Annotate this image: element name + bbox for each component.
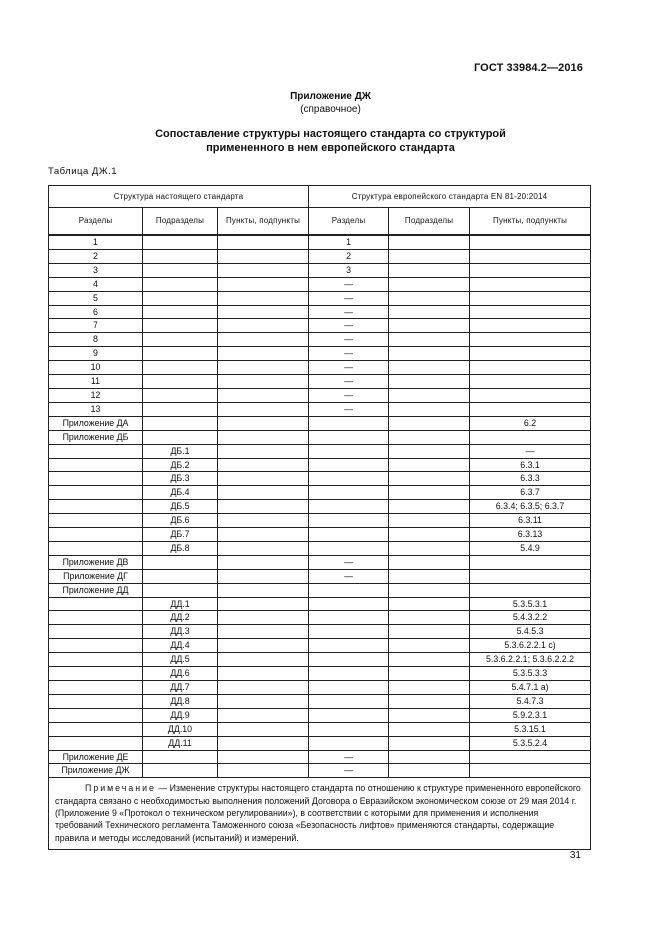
table-row <box>49 277 591 291</box>
table-row <box>49 402 591 416</box>
table-row <box>49 235 591 249</box>
table-cell <box>389 263 470 277</box>
table-cell <box>389 722 470 736</box>
table-row <box>49 555 591 569</box>
table-cell: 6.3.13 <box>470 528 591 542</box>
table-cell <box>389 750 470 764</box>
table-cell: ДД.11 <box>143 736 218 750</box>
table-cell: 7 <box>49 319 143 333</box>
table-row <box>49 430 591 444</box>
table-cell <box>143 430 218 444</box>
table-cell <box>389 597 470 611</box>
table-cell: ДБ.7 <box>143 528 218 542</box>
table-row <box>49 528 591 542</box>
table-cell <box>309 611 389 625</box>
table-cell <box>389 291 470 305</box>
table-cell <box>218 430 309 444</box>
table-cell <box>218 347 309 361</box>
table-cell <box>218 694 309 708</box>
table-cell: ДД.8 <box>143 694 218 708</box>
page-number: 31 <box>569 850 581 861</box>
table-cell <box>143 388 218 402</box>
table-cell: 5.3.5.3.3 <box>470 667 591 681</box>
table-cell <box>389 458 470 472</box>
table-cell <box>309 583 389 597</box>
table-cell: ДБ.2 <box>143 458 218 472</box>
table-cell: 3 <box>309 263 389 277</box>
table-cell: Приложение ДГ <box>49 569 143 583</box>
table-cell <box>309 625 389 639</box>
table-row <box>49 319 591 333</box>
table-cell <box>143 375 218 389</box>
table-row <box>49 736 591 750</box>
table-cell <box>49 639 143 653</box>
table-row <box>49 472 591 486</box>
table-cell <box>218 249 309 263</box>
table-row <box>49 263 591 277</box>
table-row <box>49 639 591 653</box>
table-cell <box>143 750 218 764</box>
column-header: Подразделы <box>143 208 218 236</box>
table-cell <box>470 430 591 444</box>
table-cell: 5.4.7.1 a) <box>470 681 591 695</box>
table-cell <box>218 708 309 722</box>
table-cell <box>218 277 309 291</box>
table-cell <box>218 235 309 249</box>
table-cell: — <box>309 291 389 305</box>
table-cell: — <box>309 277 389 291</box>
table-cell <box>389 764 470 778</box>
table-cell <box>218 319 309 333</box>
note-label: Примечание <box>85 783 156 794</box>
table-row <box>49 681 591 695</box>
table-cell <box>218 667 309 681</box>
table-cell: — <box>309 333 389 347</box>
table-cell: Приложение ДД <box>49 583 143 597</box>
table-cell <box>309 736 389 750</box>
table-row <box>49 486 591 500</box>
table-cell <box>218 402 309 416</box>
table-cell: 5.3.5.3.1 <box>470 597 591 611</box>
table-cell <box>218 416 309 430</box>
table-cell <box>218 444 309 458</box>
table-cell: 6.3.11 <box>470 514 591 528</box>
table-row <box>49 361 591 375</box>
table-cell <box>218 472 309 486</box>
table-cell <box>143 555 218 569</box>
table-cell <box>218 514 309 528</box>
table-cell <box>143 347 218 361</box>
table-cell: Приложение ДБ <box>49 430 143 444</box>
column-header-row <box>49 208 591 236</box>
table-cell <box>49 653 143 667</box>
table-cell: 5.3.15.1 <box>470 722 591 736</box>
appendix-heading <box>0 127 661 155</box>
appendix-title: Приложение ДЖ <box>290 91 371 102</box>
table-cell <box>389 555 470 569</box>
table-cell <box>470 388 591 402</box>
table-cell <box>218 736 309 750</box>
table-cell <box>218 375 309 389</box>
table-cell <box>389 319 470 333</box>
table-row <box>49 667 591 681</box>
table-cell: 6.3.1 <box>470 458 591 472</box>
table-cell <box>143 291 218 305</box>
table-cell <box>218 555 309 569</box>
table-cell <box>143 764 218 778</box>
table-cell <box>389 472 470 486</box>
table-cell: — <box>309 361 389 375</box>
table-cell <box>49 444 143 458</box>
table-cell <box>218 681 309 695</box>
table-cell <box>309 653 389 667</box>
table-cell <box>389 736 470 750</box>
table-cell: ДБ.3 <box>143 472 218 486</box>
table-row <box>49 722 591 736</box>
table-cell: — <box>309 305 389 319</box>
column-header: Разделы <box>309 208 389 236</box>
table-cell <box>470 361 591 375</box>
table-cell: — <box>309 388 389 402</box>
table-cell <box>389 694 470 708</box>
table-cell <box>143 319 218 333</box>
table-row <box>49 416 591 430</box>
table-cell <box>470 319 591 333</box>
comparison-table <box>48 185 591 850</box>
table-cell <box>49 611 143 625</box>
table-cell <box>218 764 309 778</box>
table-cell: 9 <box>49 347 143 361</box>
table-row <box>49 375 591 389</box>
table-cell <box>389 486 470 500</box>
table-cell <box>389 611 470 625</box>
table-cell: 2 <box>49 249 143 263</box>
table-cell <box>389 541 470 555</box>
table-cell: ДБ.5 <box>143 500 218 514</box>
table-cell: 5.3.5.2.4 <box>470 736 591 750</box>
table-cell <box>218 597 309 611</box>
table-row <box>49 611 591 625</box>
table-cell <box>218 291 309 305</box>
table-cell <box>309 667 389 681</box>
table-cell <box>389 402 470 416</box>
group-header-row <box>49 186 591 208</box>
table-cell: ДД.1 <box>143 597 218 611</box>
table-cell <box>49 722 143 736</box>
table-cell <box>389 388 470 402</box>
table-cell: 5.3.6.2.2.1; 5.3.6.2.2.2 <box>470 653 591 667</box>
table-cell: 5.4.3.2.2 <box>470 611 591 625</box>
table-row <box>49 625 591 639</box>
table-cell <box>49 500 143 514</box>
table-cell <box>389 708 470 722</box>
table-cell <box>389 528 470 542</box>
table-cell: — <box>309 375 389 389</box>
table-cell <box>389 569 470 583</box>
table-cell <box>389 249 470 263</box>
table-cell <box>470 347 591 361</box>
table-cell: Приложение ДЖ <box>49 764 143 778</box>
table-cell: ДД.4 <box>143 639 218 653</box>
table-cell <box>143 361 218 375</box>
table-cell <box>309 541 389 555</box>
table-cell: 4 <box>49 277 143 291</box>
table-cell: 5.4.9 <box>470 541 591 555</box>
table-cell <box>470 249 591 263</box>
table-row <box>49 708 591 722</box>
table-cell <box>218 388 309 402</box>
table-cell: 6.3.4; 6.3.5; 6.3.7 <box>470 500 591 514</box>
table-cell <box>309 486 389 500</box>
table-cell: 11 <box>49 375 143 389</box>
table-cell <box>143 263 218 277</box>
table-cell: 5.4.7.3 <box>470 694 591 708</box>
table-cell: — <box>309 764 389 778</box>
table-cell <box>389 681 470 695</box>
table-cell: ДД.5 <box>143 653 218 667</box>
table-cell <box>389 667 470 681</box>
table-cell <box>143 569 218 583</box>
appendix-subtitle: (справочное) <box>300 103 361 115</box>
table-cell: Приложение ДА <box>49 416 143 430</box>
table-cell <box>389 305 470 319</box>
table-cell: 3 <box>49 263 143 277</box>
table-row <box>49 458 591 472</box>
table-row <box>49 764 591 778</box>
table-cell <box>49 541 143 555</box>
table-cell <box>309 722 389 736</box>
table-row <box>49 444 591 458</box>
table-cell <box>218 263 309 277</box>
table-cell <box>389 653 470 667</box>
table-cell: 5.9.2.3.1 <box>470 708 591 722</box>
table-cell <box>49 486 143 500</box>
table-cell <box>49 694 143 708</box>
table-cell: 1 <box>49 235 143 249</box>
table-cell: ДБ.8 <box>143 541 218 555</box>
table-cell <box>49 708 143 722</box>
table-cell <box>49 681 143 695</box>
table-cell <box>470 375 591 389</box>
table-cell <box>143 333 218 347</box>
table-cell: — <box>309 569 389 583</box>
table-row <box>49 291 591 305</box>
table-row <box>49 500 591 514</box>
table-cell <box>470 750 591 764</box>
table-cell: 5.3.6.2.2.1 c) <box>470 639 591 653</box>
table-cell <box>49 736 143 750</box>
table-cell: Приложение ДВ <box>49 555 143 569</box>
table-cell <box>309 708 389 722</box>
table-cell <box>49 514 143 528</box>
table-row <box>49 583 591 597</box>
table-cell <box>470 402 591 416</box>
heading-line-2: примененного в нем европейского стандарта <box>206 142 455 154</box>
table-cell: — <box>309 750 389 764</box>
table-cell <box>470 583 591 597</box>
table-cell: 2 <box>309 249 389 263</box>
table-cell: 12 <box>49 388 143 402</box>
table-cell <box>389 514 470 528</box>
table-cell: Приложение ДЕ <box>49 750 143 764</box>
table-cell: 6 <box>49 305 143 319</box>
table-cell <box>143 416 218 430</box>
table-label: Таблица ДЖ.1 <box>48 166 118 177</box>
table-cell <box>470 333 591 347</box>
table-cell: 1 <box>309 235 389 249</box>
table-cell: 5 <box>49 291 143 305</box>
table-row <box>49 305 591 319</box>
table-row <box>49 249 591 263</box>
table-cell <box>218 486 309 500</box>
table-cell <box>309 528 389 542</box>
table-cell <box>470 305 591 319</box>
standard-number: ГОСТ 33984.2—2016 <box>473 62 583 74</box>
table-cell <box>218 541 309 555</box>
group-header-european: Структура европейского стандарта EN 81-20:2014 <box>309 186 591 208</box>
table-cell: ДД.3 <box>143 625 218 639</box>
table-cell <box>49 458 143 472</box>
table-cell <box>389 444 470 458</box>
table-cell <box>470 569 591 583</box>
table-cell <box>309 472 389 486</box>
table-cell: — <box>309 402 389 416</box>
table-cell <box>49 597 143 611</box>
table-cell <box>218 458 309 472</box>
table-cell <box>389 430 470 444</box>
table-cell <box>309 458 389 472</box>
column-header: Подразделы <box>389 208 470 236</box>
table-cell <box>309 444 389 458</box>
table-cell: 8 <box>49 333 143 347</box>
note-text: — Изменение структуры настоящего стандарта по отношению к структуре примененного европейского стандарта связано с необходимостью выполнения положений Договора о Евразийском экономическом союзе от 29 мая 2014 г. (Приложение 9 «Протокол о техническом регулировании»), в соответствии с которыми для применения и исполнения требований Технического регламента Таможенного союза «Безопасность лифтов» применяются стандарты, содержащие правила и методы исследований (испытаний) и измерений. <box>55 783 581 843</box>
table-cell: ДД.7 <box>143 681 218 695</box>
table-cell: 13 <box>49 402 143 416</box>
table-cell <box>309 514 389 528</box>
table-row <box>49 750 591 764</box>
table-cell <box>49 625 143 639</box>
table-note <box>49 778 591 849</box>
table-row <box>49 388 591 402</box>
heading-line-1: Сопоставление структуры настоящего стандарта со структурой <box>155 128 506 140</box>
table-cell <box>470 235 591 249</box>
table-cell <box>49 472 143 486</box>
table-cell <box>218 500 309 514</box>
table-cell: ДБ.1 <box>143 444 218 458</box>
table-cell: — <box>309 347 389 361</box>
table-cell <box>218 653 309 667</box>
table-cell <box>143 277 218 291</box>
table-cell <box>389 625 470 639</box>
table-cell <box>49 528 143 542</box>
table-cell <box>218 639 309 653</box>
table-cell: — <box>309 555 389 569</box>
table-row <box>49 694 591 708</box>
table-cell <box>143 305 218 319</box>
table-cell <box>143 235 218 249</box>
table-cell <box>143 402 218 416</box>
table-cell <box>470 555 591 569</box>
table-cell <box>389 500 470 514</box>
table-cell <box>218 305 309 319</box>
table-cell: ДД.9 <box>143 708 218 722</box>
table-cell <box>218 750 309 764</box>
table-cell <box>309 416 389 430</box>
table-cell: — <box>470 444 591 458</box>
table-cell <box>309 597 389 611</box>
table-cell <box>470 263 591 277</box>
table-row <box>49 569 591 583</box>
table-cell <box>309 500 389 514</box>
table-cell <box>309 430 389 444</box>
table-cell <box>389 361 470 375</box>
column-header: Пункты, подпункты <box>218 208 309 236</box>
table-cell: ДД.6 <box>143 667 218 681</box>
table-cell <box>218 625 309 639</box>
table-cell <box>470 277 591 291</box>
table-cell <box>389 333 470 347</box>
table-cell: 6.3.3 <box>470 472 591 486</box>
table-cell <box>218 611 309 625</box>
table-cell <box>309 681 389 695</box>
table-cell <box>218 361 309 375</box>
table-cell <box>49 667 143 681</box>
table-cell <box>218 528 309 542</box>
table-cell: 6.3.7 <box>470 486 591 500</box>
table-cell <box>143 583 218 597</box>
table-body <box>49 235 591 778</box>
column-header: Разделы <box>49 208 143 236</box>
table-cell <box>218 722 309 736</box>
table-cell <box>218 583 309 597</box>
table-cell: ДБ.6 <box>143 514 218 528</box>
table-row <box>49 597 591 611</box>
table-row <box>49 347 591 361</box>
table-cell <box>309 694 389 708</box>
table-cell: 6.2 <box>470 416 591 430</box>
table-cell <box>218 333 309 347</box>
table-cell <box>143 249 218 263</box>
table-cell <box>389 639 470 653</box>
table-cell <box>389 416 470 430</box>
note-row <box>49 778 591 849</box>
table-cell <box>309 639 389 653</box>
table-cell: 5.4.5.3 <box>470 625 591 639</box>
column-header: Пункты, подпункты <box>470 208 591 236</box>
table-row <box>49 333 591 347</box>
table-cell <box>389 235 470 249</box>
table-cell: ДД.2 <box>143 611 218 625</box>
table-cell <box>218 569 309 583</box>
table-cell: — <box>309 319 389 333</box>
table-cell <box>389 583 470 597</box>
appendix-title-block <box>0 91 661 116</box>
table-row <box>49 514 591 528</box>
table-cell: 10 <box>49 361 143 375</box>
table-cell <box>470 764 591 778</box>
table-cell <box>389 347 470 361</box>
table-cell <box>389 375 470 389</box>
group-header-current: Структура настоящего стандарта <box>49 186 309 208</box>
table-row <box>49 653 591 667</box>
table-cell: ДД.10 <box>143 722 218 736</box>
table-cell <box>470 291 591 305</box>
table-cell: ДБ.4 <box>143 486 218 500</box>
table-cell <box>389 277 470 291</box>
table-row <box>49 541 591 555</box>
